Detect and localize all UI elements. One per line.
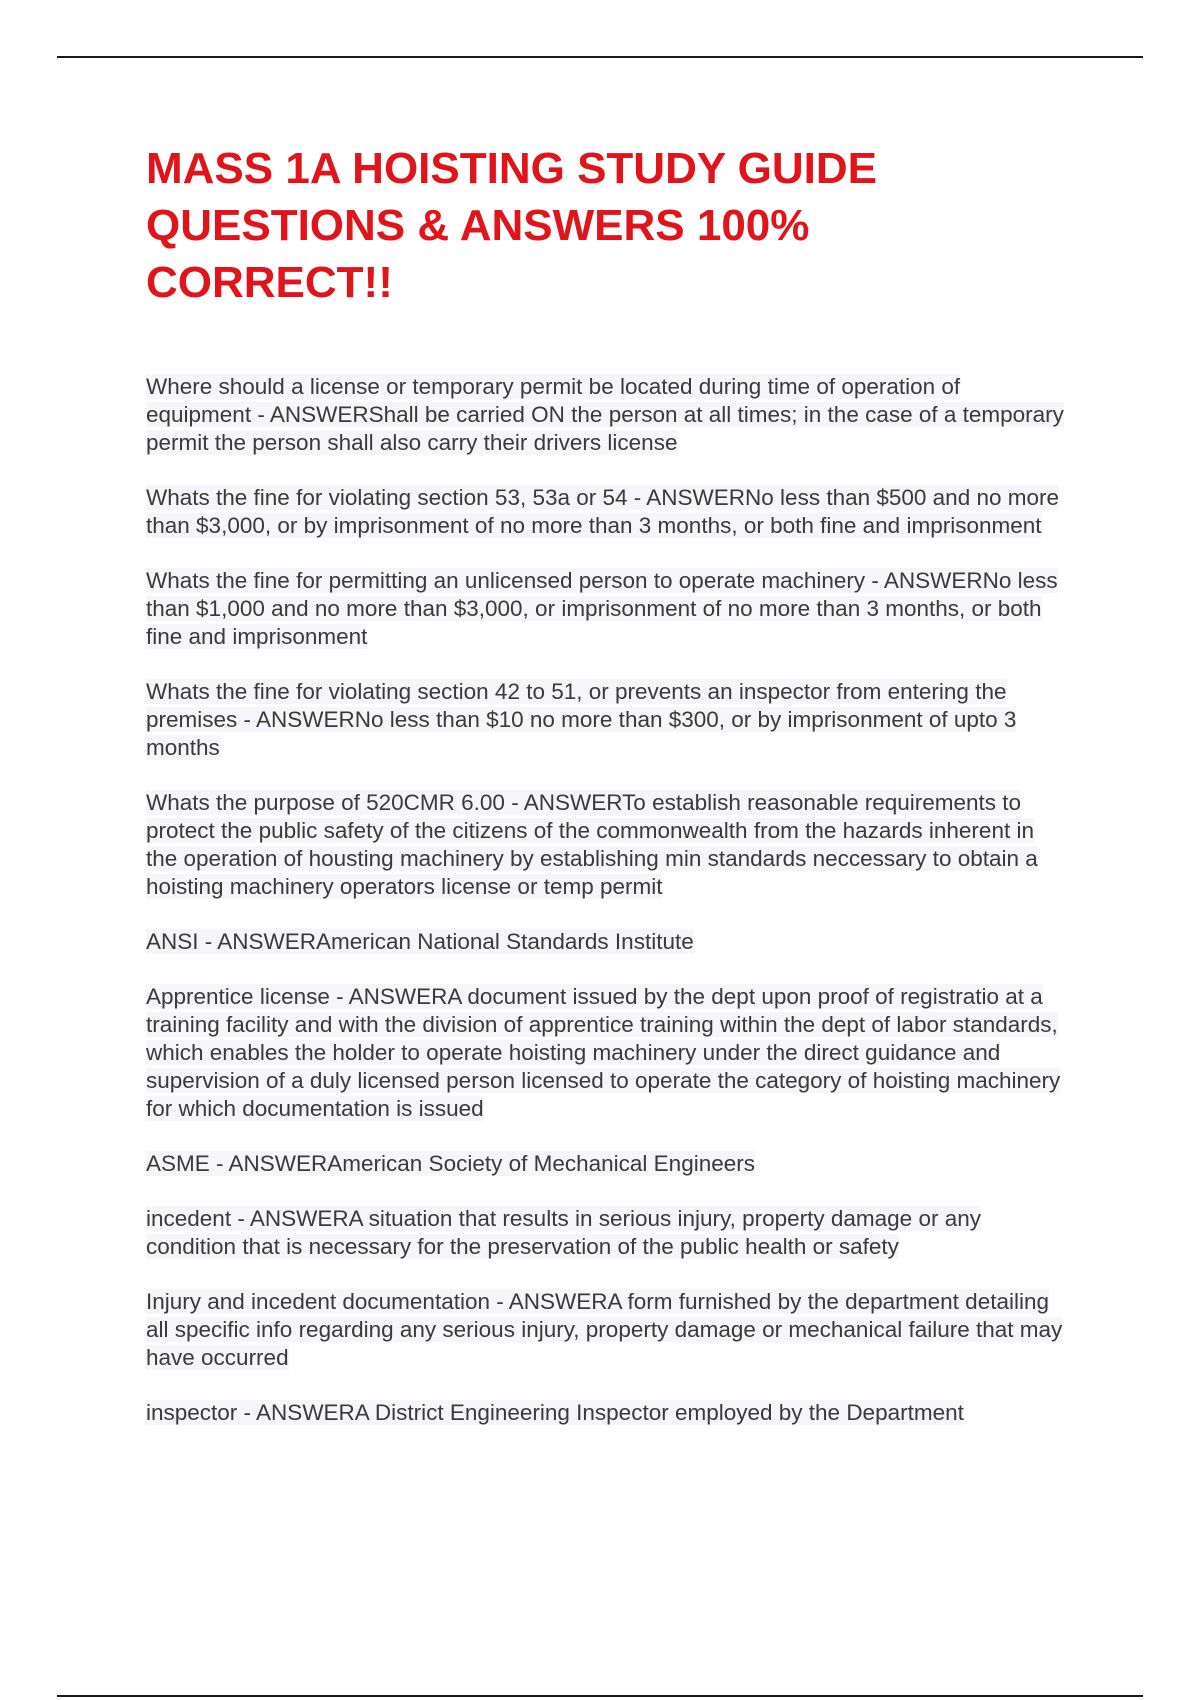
qa-entry [146, 678, 1066, 762]
qa-entry [146, 567, 1066, 651]
qa-list [146, 373, 1066, 1427]
qa-entry [146, 1150, 1066, 1178]
qa-entry [146, 373, 1066, 457]
qa-entry [146, 484, 1066, 540]
qa-entry-text: Where should a license or temporary permit be located during time of operation of equipment - ANSWERShall be carried ON the person at all times; in the case of a temporary permit the person shall also carry their drivers license [146, 374, 1064, 455]
qa-entry-text: Whats the fine for violating section 53, 53a or 54 - ANSWERNo less than $500 and no more than $3,000, or by imprisonment of no more than 3 months, or both fine and imprisonment [146, 485, 1059, 538]
qa-entry-text: ASME - ANSWERAmerican Society of Mechanical Engineers [146, 1151, 755, 1176]
qa-entry-text: Apprentice license - ANSWERA document issued by the dept upon proof of registratio at a training facility and with the division of apprentice training within the dept of labor standards, which enables the holder to operate hoisting machinery under the direct guidance and supervision of a duly licensed person licensed to operate the category of hoisting machinery for which documentation is issued [146, 984, 1061, 1121]
qa-entry-text: incedent - ANSWERA situation that results in serious injury, property damage or any condition that is necessary for the preservation of the public health or safety [146, 1206, 981, 1259]
qa-entry-text: inspector - ANSWERA District Engineering Inspector employed by the Department [146, 1400, 964, 1425]
header-rule [57, 56, 1143, 58]
qa-entry [146, 789, 1066, 901]
qa-entry [146, 983, 1066, 1123]
document-body [146, 140, 1066, 1454]
qa-entry [146, 1288, 1066, 1372]
qa-entry-text: Whats the purpose of 520CMR 6.00 - ANSWERTo establish reasonable requirements to protect the public safety of the citizens of the commonwealth from the hazards inherent in the operation of housting machinery by establishing min standards neccessary to obtain a hoisting machinery operators license or temp permit [146, 790, 1038, 899]
document-title: MASS 1A HOISTING STUDY GUIDE QUESTIONS & ANSWERS 100% CORRECT!! [146, 144, 877, 307]
qa-entry [146, 928, 1066, 956]
footer-rule [57, 1695, 1143, 1697]
qa-entry-text: Injury and incedent documentation - ANSWERA form furnished by the department detailing all specific info regarding any serious injury, property damage or mechanical failure that may have occurred [146, 1289, 1063, 1370]
qa-entry-text: Whats the fine for permitting an unlicensed person to operate machinery - ANSWERNo less than $1,000 and no more than $3,000, or imprisonment of no more than 3 months, or both fine and imprisonment [146, 568, 1058, 649]
qa-entry-text: Whats the fine for violating section 42 to 51, or prevents an inspector from entering the premises - ANSWERNo less than $10 no more than $300, or by imprisonment of upto 3 months [146, 679, 1017, 760]
qa-entry [146, 1205, 1066, 1261]
qa-entry [146, 1399, 1066, 1427]
qa-entry-text: ANSI - ANSWERAmerican National Standards Institute [146, 929, 694, 954]
